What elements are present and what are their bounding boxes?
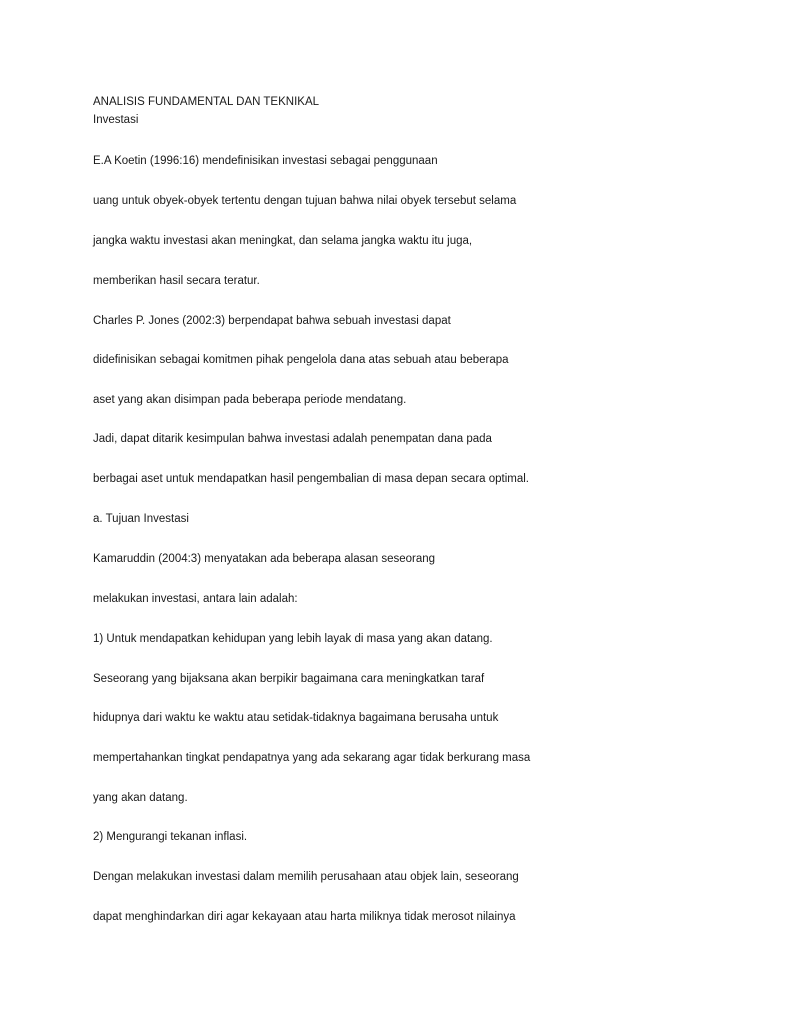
text-line: Kamaruddin (2004:3) menyatakan ada beberapa alasan seseorang xyxy=(93,553,436,565)
text-line: memberikan hasil secara teratur. xyxy=(93,275,260,287)
text-line: aset yang akan disimpan pada beberapa periode mendatang. xyxy=(93,394,407,406)
text-line: dapat menghindarkan diri agar kekayaan atau harta miliknya tidak merosot nilainya xyxy=(93,911,516,923)
text-line: Seseorang yang bijaksana akan berpikir bagaimana cara meningkatkan taraf xyxy=(93,673,485,685)
text-line: hidupnya dari waktu ke waktu atau setidak-tidaknya bagaimana berusaha untuk xyxy=(93,712,499,724)
document-subtitle: Investasi xyxy=(93,114,139,126)
text-line: jangka waktu investasi akan meningkat, dan selama jangka waktu itu juga, xyxy=(93,235,473,247)
text-line: 1) Untuk mendapatkan kehidupan yang lebih layak di masa yang akan datang. xyxy=(93,633,493,645)
text-line: berbagai aset untuk mendapatkan hasil pengembalian di masa depan secara optimal. xyxy=(93,473,530,485)
section-heading: a. Tujuan Investasi xyxy=(93,513,189,525)
text-line: mempertahankan tingkat pendapatnya yang ada sekarang agar tidak berkurang masa xyxy=(93,752,531,764)
text-line: uang untuk obyek-obyek tertentu dengan tujuan bahwa nilai obyek tersebut selama xyxy=(93,195,517,207)
document-title: ANALISIS FUNDAMENTAL DAN TEKNIKAL xyxy=(93,96,320,108)
text-line: Charles P. Jones (2002:3) berpendapat bahwa sebuah investasi dapat xyxy=(93,315,451,327)
text-line: didefinisikan sebagai komitmen pihak pengelola dana atas sebuah atau beberapa xyxy=(93,354,509,366)
text-line: yang akan datang. xyxy=(93,792,188,804)
text-line: melakukan investasi, antara lain adalah: xyxy=(93,593,298,605)
text-line: Dengan melakukan investasi dalam memilih perusahaan atau objek lain, seseorang xyxy=(93,871,519,883)
text-line: 2) Mengurangi tekanan inflasi. xyxy=(93,831,248,843)
text-line: E.A Koetin (1996:16) mendefinisikan investasi sebagai penggunaan xyxy=(93,155,438,167)
text-line: Jadi, dapat ditarik kesimpulan bahwa investasi adalah penempatan dana pada xyxy=(93,433,492,445)
